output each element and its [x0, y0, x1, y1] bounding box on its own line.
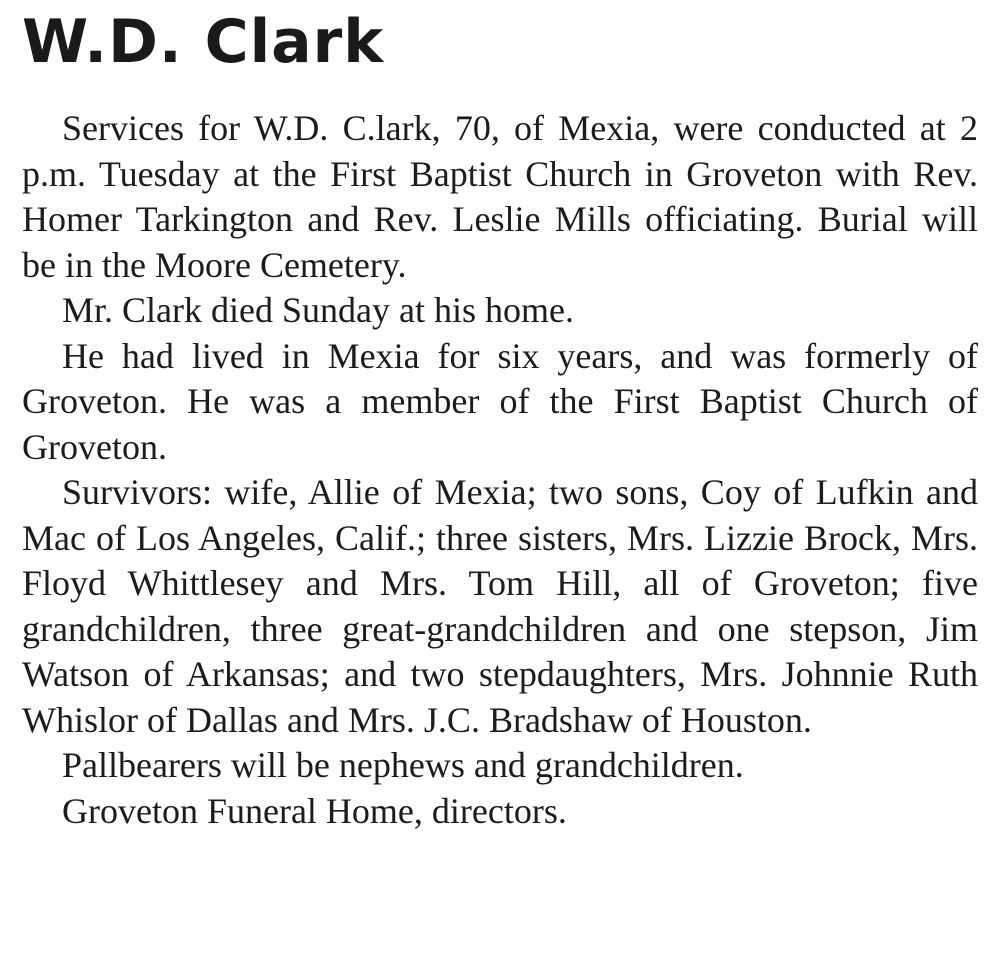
obituary-body: [22, 106, 978, 834]
paragraph-pallbearers: Pallbearers will be nephews and grandchildren.: [62, 745, 744, 785]
paragraph-death: Mr. Clark died Sunday at his home.: [62, 290, 574, 330]
obituary-headline: W.D. Clark: [22, 7, 385, 77]
paragraph-survivors: Survivors: wife, Allie of Mexia; two sons, Coy of Lufkin and Mac of Los Angeles, Calif.; three sisters, Mrs. Lizzie Brock, Mrs. Floyd Whittlesey and Mrs. Tom Hill, all of Groveton; five grandchildren, three great-grandchildren and one stepson, Jim Watson of Arkansas; and two stepdaughters, Mrs. Johnnie Ruth Whislor of Dallas and Mrs. J.C. Bradshaw of Houston.: [22, 472, 978, 740]
paragraph-residence: He had lived in Mexia for six years, and was formerly of Groveton. He was a member of the First Baptist Church of Groveton.: [22, 335, 978, 467]
paragraph-services: Services for W.D. C.lark, 70, of Mexia, were conducted at 2 p.m. Tuesday at the First Baptist Church in Groveton with Rev. Homer Tarkington and Rev. Leslie Mills officiating. Burial will be in the Moore Cemetery.: [22, 108, 978, 285]
paragraph-funeral-home: Groveton Funeral Home, directors.: [62, 790, 567, 831]
